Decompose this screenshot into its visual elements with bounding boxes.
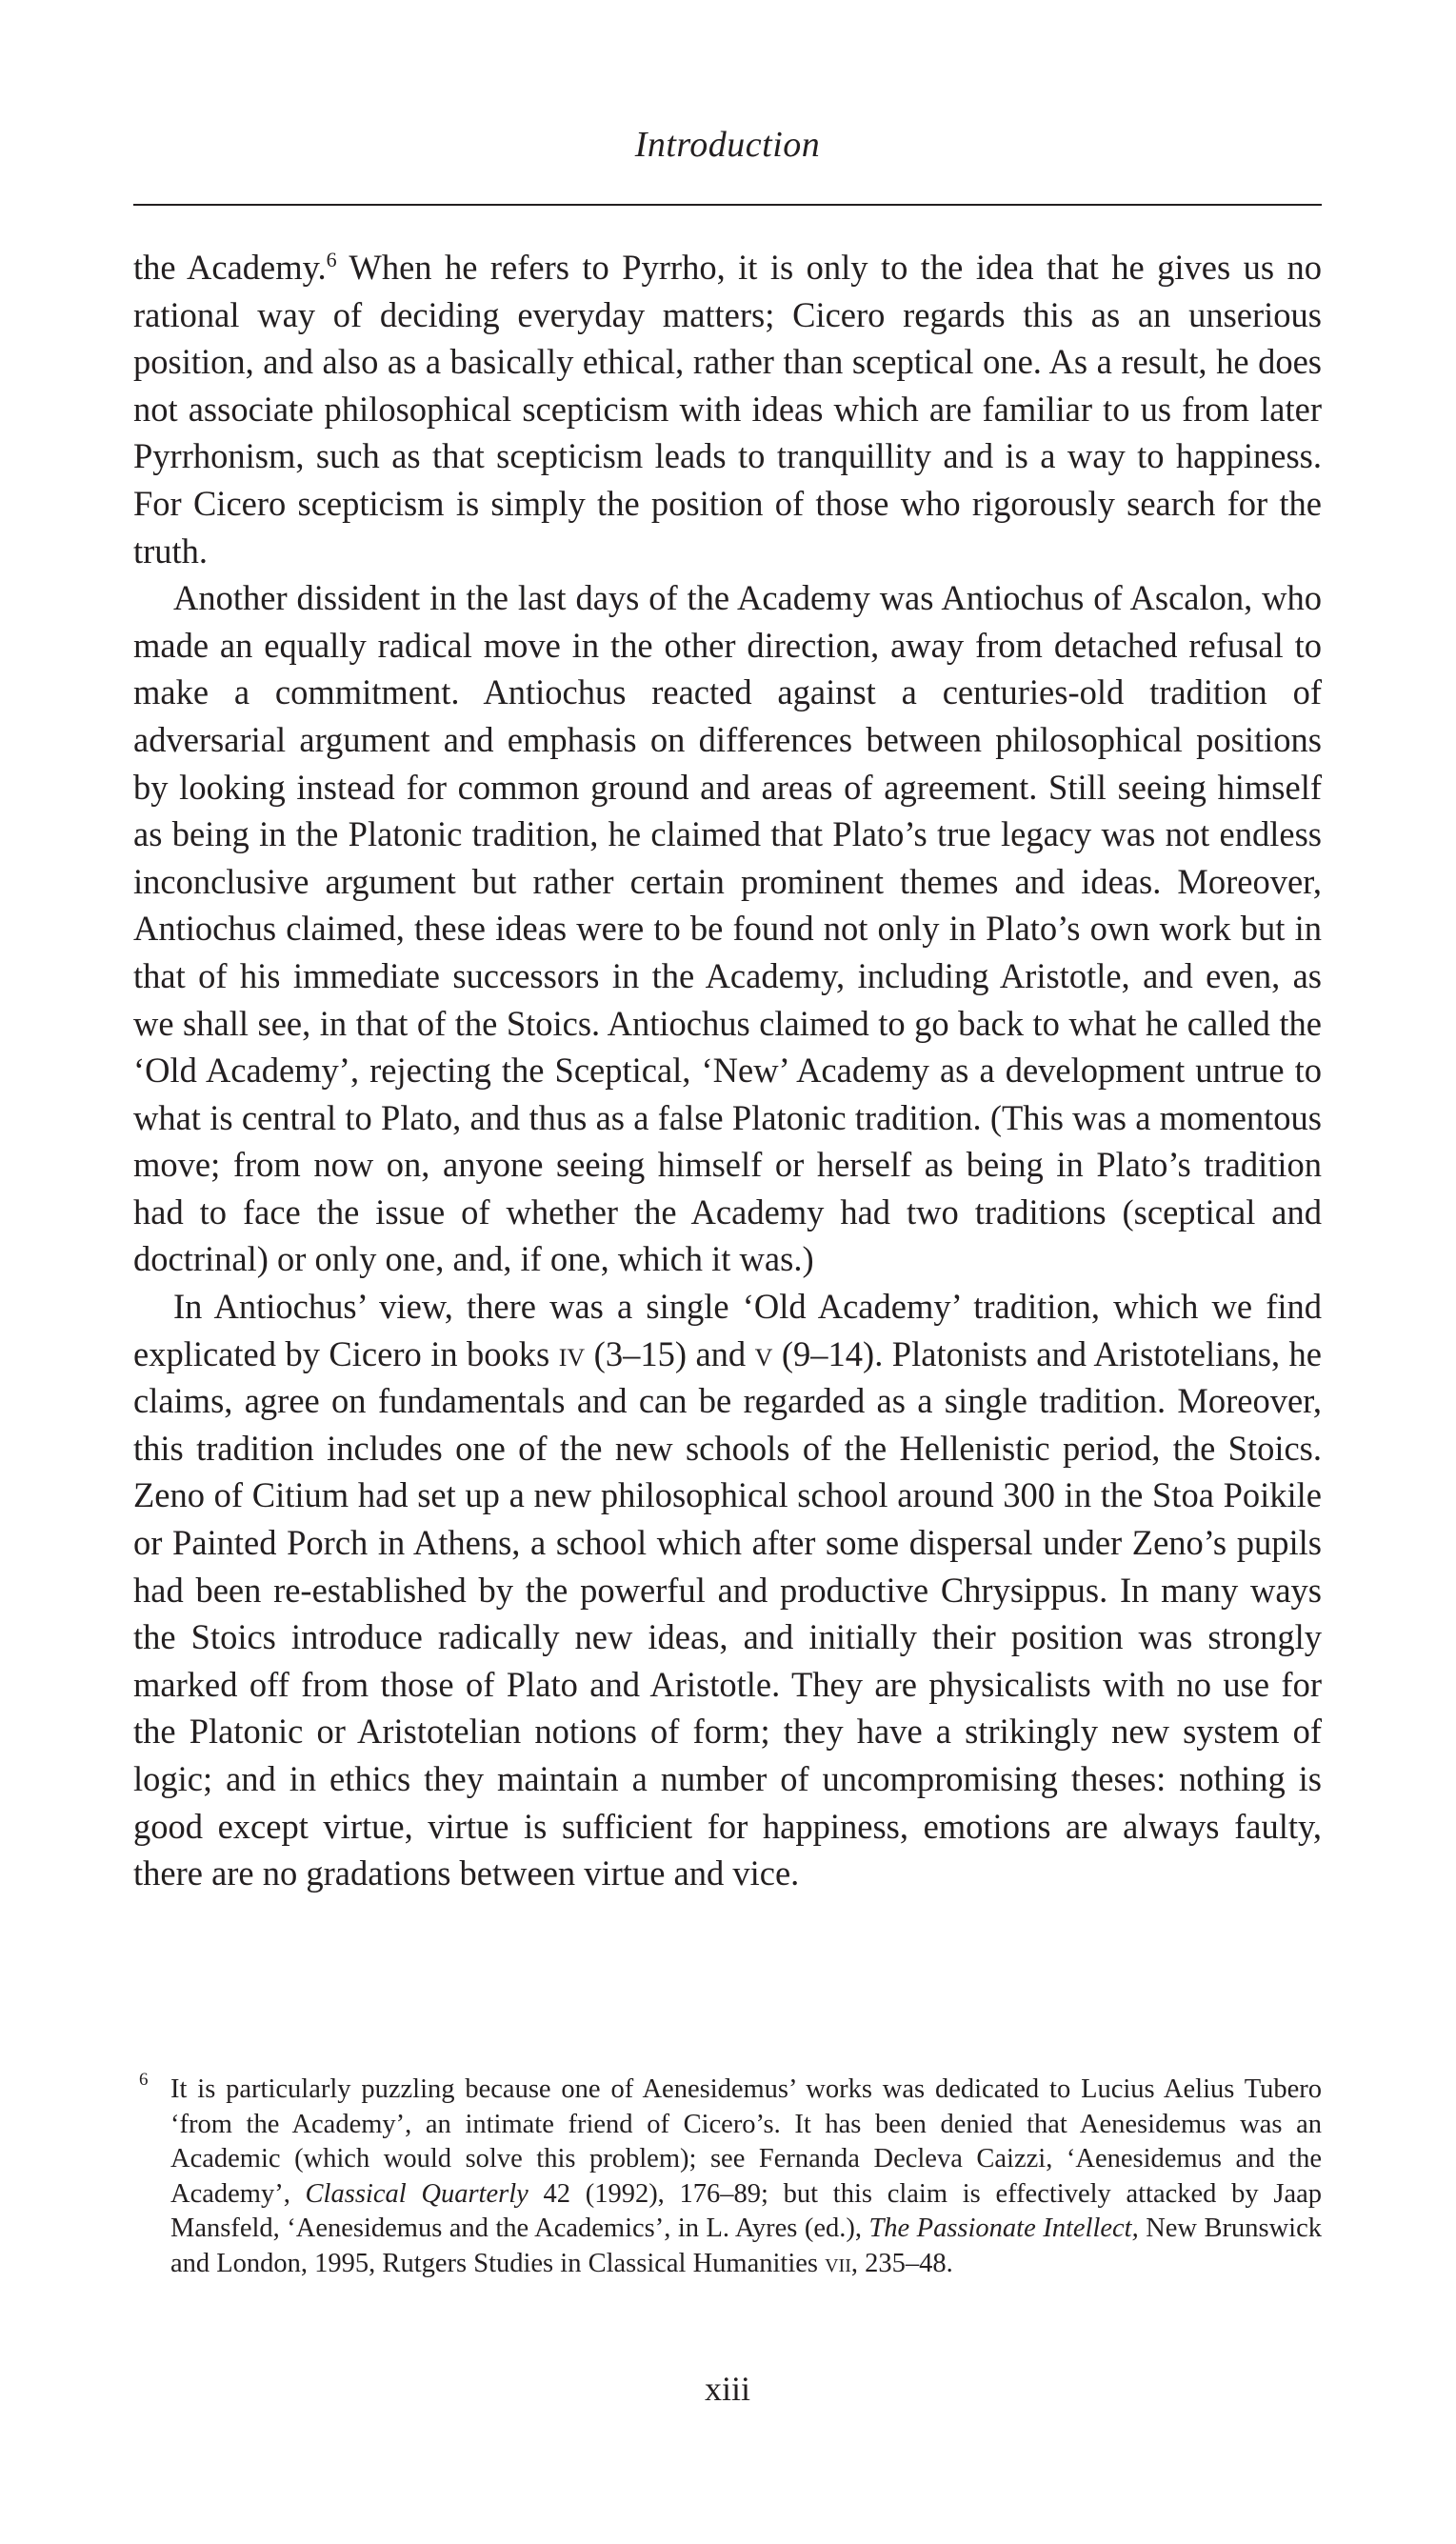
paragraph-3-part-c: (9–14). Platonists and Aristotelians, he claims, agree on fundamentals and can be regarded as a single tradition. Moreover, this tradition includes one of the new schools of the Hellenistic period, the Stoics. Zeno of Citium had set up a new philosophical school around 300 in the Stoa Poikile or Painted Porch in Athens, a school which after some dispersal under Zeno’s pupils had been re-established by the powerful and productive Chrysippus. In many ways the Stoics introduce radically new ideas, and initially their position was strongly marked off from those of Plato and Aristotle. They are physicalists with no use for the Platonic or Aristotelian notions of form; they have a strikingly new system of logic; and in ethics they maintain a number of uncompromising theses: nothing is good except virtue, virtue is sufficient for happiness, emotions are always faulty, there are no gradations between virtue and vice. bbox=[133, 1333, 1322, 1893]
footnotes bbox=[133, 2070, 1322, 2281]
paragraph-1-start: the Academy. bbox=[133, 248, 327, 287]
main-text bbox=[133, 244, 1322, 1897]
footnote-reference[interactable]: 6 bbox=[326, 247, 337, 271]
footnote-text-b: 42 (1992), 176–89; but this claim is effectively attacked by Jaap Mansfeld, ‘Aenesidemus and the Academics’, in L. Ayres (ed.), bbox=[170, 2178, 1322, 2243]
footnote-6 bbox=[133, 2070, 1322, 2281]
book-title: The Passionate Intellect, bbox=[868, 2213, 1139, 2243]
footnote-text-a: It is particularly puzzling because one of Aenesidemus’ works was dedicated to Lucius Aelius Tubero ‘from the Academy’, an intimate friend of Cicero’s. It has been denied that Aenesidemus was an Academic (which would solve this problem); see Fernanda Decleva Caizzi, ‘Aenesidemus and the Academy’, bbox=[170, 2074, 1322, 2209]
journal-title: Classical Quarterly bbox=[305, 2178, 529, 2209]
footnote-text-c: New Brunswick and London, 1995, Rutgers Studies in Classical Humanities bbox=[170, 2213, 1322, 2278]
page-number: xiii bbox=[704, 2370, 750, 2408]
paragraph-2: Another dissident in the last days of the Academy was Antiochus of Ascalon, who made an equally radical move in the other direction, away from detached refusal to make a commitment. Antiochus reacted against a centuries-old tradition of adversarial argument and emphasis on differences between philosophical positions by looking instead for common ground and areas of agreement. Still seeing himself as being in the Platonic tradition, he claimed that Plato’s true legacy was not endless inconclusive argument but rather certain prominent themes and ideas. Moreover, Antiochus claimed, these ideas were to be found not only in Plato’s own work but in that of his immediate successors in the Academy, including Aristotle, and even, as we shall see, in that of the Stoics. Antiochus claimed to go back to what he called the ‘Old Academy’, rejecting the Sceptical, ‘New’ Academy as a development untrue to what is central to Plato, and thus as a false Platonic tradition. (This was a momentous move; from now on, anyone seeing himself or herself as being in Plato’s tradition had to face the issue of whether the Academy had two traditions (sceptical and doctrinal) or only one, and, if one, which it was.) bbox=[133, 578, 1322, 1279]
paragraph-3-part-b: (3–15) and bbox=[585, 1333, 755, 1373]
footnote-text-d: , 235–48. bbox=[850, 2248, 953, 2278]
paragraph-1 bbox=[133, 244, 1322, 574]
paragraph-3-part-a: In Antiochus’ view, there was a single ‘Old Academy’ tradition, which we find explicated by Cicero in books bbox=[133, 1287, 1322, 1373]
footnote-number: 6 bbox=[139, 2070, 149, 2090]
running-head: Introduction bbox=[634, 125, 821, 165]
series-volume: vii bbox=[825, 2248, 851, 2278]
paragraph-3 bbox=[133, 1283, 1322, 1897]
book-page bbox=[133, 0, 1322, 2544]
book-number-v: v bbox=[754, 1333, 773, 1373]
book-number-iv: iv bbox=[558, 1333, 586, 1373]
header-rule bbox=[133, 204, 1322, 206]
paragraph-1-rest: When he refers to Pyrrho, it is only to the idea that he gives us no rational way of deciding everyday matters; Cicero regards this as an unserious position, and also as a basically ethical, rather than sceptical one. As a result, he does not associate philosophical scepticism with ideas which are familiar to us from later Pyrrhonism, such as that scepticism leads to tranquillity and is a way to happiness. For Cicero scepticism is simply the position of those who rigorously search for the truth. bbox=[133, 248, 1322, 571]
